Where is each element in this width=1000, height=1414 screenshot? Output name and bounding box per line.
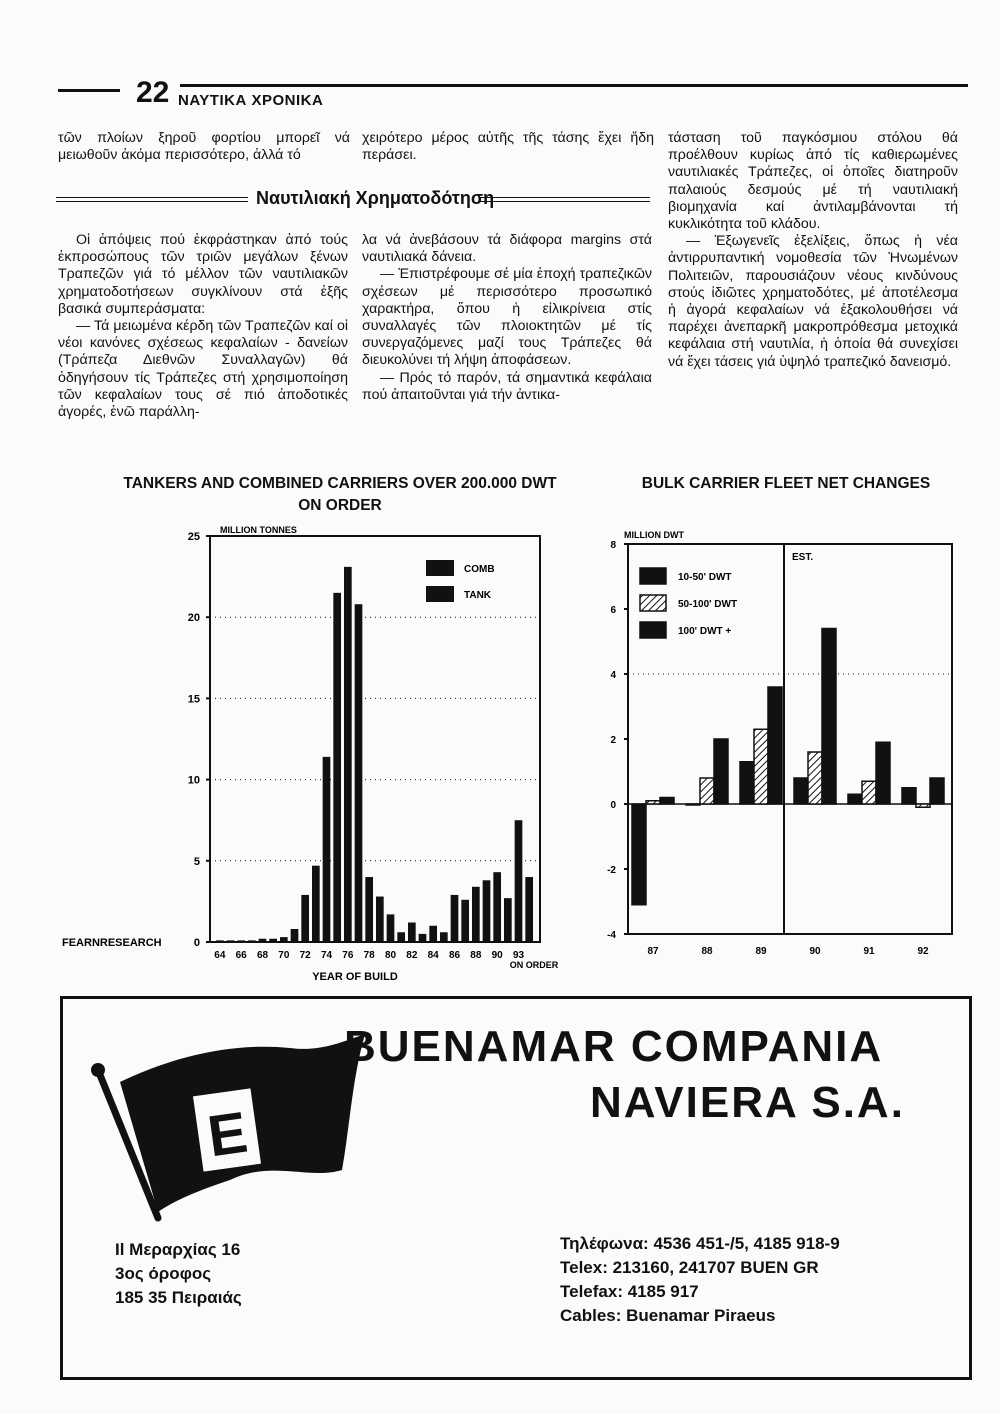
chart2-y-tick-label: 0 <box>610 800 616 811</box>
chart1-bar <box>397 932 405 942</box>
chart1-y-tick-label: 15 <box>187 693 200 706</box>
chart2-bar <box>754 729 768 804</box>
company-name-line2: NAVIERA S.A. <box>590 1078 905 1127</box>
chart1-bar <box>355 604 363 942</box>
chart1-x-tick-label: 88 <box>470 950 482 961</box>
chart1-legend-swatch <box>426 586 454 602</box>
chart1-legend-label: TANK <box>464 590 492 601</box>
col3-paragraph: τάσταση τοῦ παγκόσμιου στόλου θά προέλθουν κυρίως ἀπό τίς καθιερωμένες ναυτιλιακές Τράπεζες, οἱ ὁποῖες διατηροῦν παλαιούς δεσμούς μέ τή ναυτιλιακή βιομηχανία καί ἀντιλαμβάνονται τή κυκλικότητα τοῦ κλάδου. <box>668 130 958 233</box>
chart1-bar <box>248 940 256 942</box>
chart1-bar <box>525 877 533 942</box>
chart2-x-tick-label: 91 <box>863 946 875 957</box>
chart2 <box>590 520 970 970</box>
address-line: 3ος όροφος <box>115 1264 212 1283</box>
chart1-x-tick-label: 68 <box>256 950 269 961</box>
chart2-legend-swatch <box>640 622 666 638</box>
column-2 <box>362 232 652 404</box>
chart1-y-tick-label: 5 <box>193 855 200 868</box>
chart1-bar <box>504 898 512 942</box>
header-rule-left <box>58 89 120 92</box>
chart2-y-tick-label: 8 <box>610 540 616 551</box>
page-number: 22 <box>136 76 170 109</box>
chart2-legend-swatch <box>640 568 666 584</box>
chart1-title <box>70 473 610 517</box>
chart1-y-tick-label: 20 <box>187 612 200 625</box>
chart1-y-axis-label: MILLION TONNES <box>220 525 297 535</box>
chart1-x-tick-label: 86 <box>448 950 461 961</box>
chart2-plot-frame <box>628 544 952 934</box>
chart1-bar <box>323 757 331 942</box>
chart1-y-tick-label: 25 <box>187 531 200 543</box>
chart2-legend-swatch <box>640 595 666 611</box>
chart1-title-line1: TANKERS AND COMBINED CARRIERS OVER 200.000 DWT <box>123 475 557 492</box>
chart2-bar <box>930 778 944 804</box>
chart1-bar <box>440 932 448 942</box>
chart1-bar <box>451 895 459 942</box>
chart2-bar <box>740 762 754 804</box>
chart1-bar <box>515 820 523 942</box>
col2-top-text: χειρότερο μέρος αὐτῆς τῆς τάσης ἔχει ἤδη περάσει. <box>362 130 654 164</box>
chart2-x-tick-label: 87 <box>647 946 659 957</box>
company-address <box>115 1238 242 1310</box>
flag-logo <box>80 1030 370 1230</box>
flag-letter: E <box>203 1099 252 1170</box>
chart1-x-axis-label: YEAR OF BUILD <box>312 971 398 983</box>
chart2-y-tick-label: 4 <box>610 670 616 681</box>
chart2-bar <box>862 781 876 804</box>
chart1-title-line2: ON ORDER <box>298 497 382 514</box>
chart2-x-tick-label: 90 <box>809 946 821 957</box>
chart1-bar <box>429 926 437 942</box>
chart1-legend-label: COMB <box>464 564 495 575</box>
chart1-bar <box>216 940 224 942</box>
chart1-bar <box>419 934 427 942</box>
chart1-bar <box>461 900 469 942</box>
col3-paragraph: — Ἐξωγενεῖς ἐξελίξεις, ὅπως ἡ νέα ἀντιρρυπαντική νομοθεσία τῶν Ἡνωμένων Πολιτειῶν, παρουσιάζουν νέους κινδύνους στούς ἰδιῶτες χρηματοδότες, μέ ἀποτέλεσμα ἡ ἀγορά κεφαλαίων νά ἐξακολουθήσει νά παρέχει ἀνεπαρκῆ μακροπρόθεσμα μετοχικά κεφάλαια στή ναυτιλία, ἡ ὁποία θά συνεχίσει νά ἔχει τάσεις γιά ὑψηλό τραπεζικό δανεισμό. <box>668 233 958 370</box>
chart2-y-axis-label: MILLION DWT <box>624 530 684 540</box>
col1-top-text: τῶν πλοίων ξηροῦ φορτίου μπορεῖ νά μειωθοῦν ἀκόμα περισσότερο, ἀλλά τό <box>58 130 350 164</box>
chart1-bar <box>227 940 235 942</box>
phone-line: Τηλέφωνα: 4536 451-/5, 4185 918-9 <box>560 1234 840 1253</box>
chart1-source-label: FEARNRESEARCH <box>62 937 162 949</box>
heading-rule-left <box>56 197 248 202</box>
chart1-bar <box>291 929 299 942</box>
chart1-bar <box>376 897 384 942</box>
chart1-legend-swatch <box>426 560 454 576</box>
chart1-x-tick-label: 74 <box>320 950 333 961</box>
chart2-y-tick-label: -4 <box>607 930 616 941</box>
chart2-bar <box>632 804 646 905</box>
section-title: Ναυτιλιακή Χρηματοδότηση <box>256 188 495 208</box>
chart2-x-tick-label: 88 <box>701 946 713 957</box>
chart1-bar <box>237 940 245 942</box>
publication-title: ΝΑΥΤΙΚΑ ΧΡΟΝΙΚΑ <box>178 92 324 109</box>
col1-paragraph: — Τά μειωμένα κέρδη τῶν Τραπεζῶν καί οἱ νέοι κανόνες σχέσεως κεφαλαίων - δανείων (Τράπεζα Διεθνῶν Συναλλαγῶν) θά ὁδηγήσουν τίς Τράπεζες στή χρησιμοποίηση τῶν κεφαλαίων τους σέ πιό ἀποδοτικές ἀγορές, ἐνῶ παράλλη- <box>58 318 348 421</box>
chart1-y-tick-label: 10 <box>187 774 200 787</box>
chart1-x-tick-label: 84 <box>427 950 439 961</box>
address-line: 185 35 Πειραιάς <box>115 1288 242 1307</box>
chart1-bar <box>280 937 288 942</box>
chart1-bar <box>344 567 352 942</box>
chart1-x-tick-suffix: ON ORDER <box>509 960 559 970</box>
chart1-bar <box>333 593 341 942</box>
chart2-legend-label: 100' DWT + <box>678 626 732 637</box>
chart2-x-tick-label: 92 <box>917 946 929 957</box>
chart2-bar <box>794 778 808 804</box>
chart2-bar <box>876 742 890 804</box>
chart1-bar <box>259 939 267 942</box>
chart2-bar <box>768 687 782 804</box>
chart1-x-tick-label: 72 <box>299 950 311 961</box>
chart2-legend-label: 50-100' DWT <box>678 599 738 610</box>
chart1-x-tick-label: 66 <box>235 950 247 961</box>
chart2-bar <box>660 798 674 805</box>
col1-paragraph: Οἱ ἀπόψεις πού ἐκφράστηκαν ἀπό τούς ἐκπροσώπους τῶν τριῶν μεγάλων ξένων Τραπεζῶν γιά τό μέλλον τῶν ναυτιλιακῶν χρηματοδοτήσεων συγκλίνουν στά ἑξῆς βασικά συμπεράσματα: <box>58 232 348 317</box>
chart1-bar <box>472 887 480 942</box>
chart2-bar <box>902 788 916 804</box>
chart2-est-label: EST. <box>792 552 814 563</box>
chart2-bar <box>700 778 714 804</box>
chart1-bar <box>269 939 277 942</box>
section-heading <box>56 188 650 214</box>
col2-paragraph: — Ἐπιστρέφουμε σέ μία ἐποχή τραπεζικῶν σχέσεων μέ περισσότερο προσωπικό χαρακτήρα, ὅπου ἡ εἰλικρίνεια στίς συναλλαγές τῶν πλοιοκτητῶν μέ τίς συνεργαζόμενες μαζί τους Τράπεζες θά διευκολύνει τή λήψη ἀποφάσεων. <box>362 266 652 369</box>
chart2-bar <box>916 804 930 807</box>
heading-rule-right <box>480 197 650 202</box>
chart1-bar <box>493 872 501 942</box>
company-contacts <box>560 1232 840 1328</box>
col2-paragraph: λα νά ἀνεβάσουν τά διάφορα margins στά ναυτιλιακά δάνεια. <box>362 232 652 266</box>
cables-line: Cables: Buenamar Piraeus <box>560 1306 776 1325</box>
chart1 <box>50 520 580 990</box>
chart2-y-tick-label: 6 <box>610 605 616 616</box>
company-name-line1: BUENAMAR COMPANIA <box>344 1022 884 1071</box>
chart1-y-tick-label: 0 <box>193 937 200 949</box>
header-rule-right <box>180 84 968 87</box>
chart1-x-tick-label: 93 <box>512 950 525 961</box>
chart1-x-tick-label: 78 <box>363 950 375 961</box>
chart2-bar <box>714 739 728 804</box>
chart1-bar <box>365 877 373 942</box>
chart1-x-tick-label: 80 <box>384 950 397 961</box>
col2-paragraph: — Πρός τό παρόν, τά σημαντικά κεφάλαια πού ἀπαιτοῦνται γιά τήν ἀντικα- <box>362 369 652 403</box>
chart1-x-tick-label: 82 <box>406 950 418 961</box>
chart2-bar <box>848 794 862 804</box>
chart2-y-tick-label: -2 <box>607 865 616 876</box>
telefax-line: Telefax: 4185 917 <box>560 1282 699 1301</box>
column-3 <box>668 130 958 371</box>
chart2-x-tick-label: 89 <box>755 946 767 957</box>
chart2-title: BULK CARRIER FLEET NET CHANGES <box>641 475 931 492</box>
chart2-bar <box>686 804 700 805</box>
chart2-bar <box>808 752 822 804</box>
chart1-bar <box>387 914 395 942</box>
chart2-bar <box>646 801 660 804</box>
chart1-x-tick-label: 76 <box>342 950 354 961</box>
chart1-bar <box>312 866 320 942</box>
chart1-bar <box>408 923 416 942</box>
chart1-x-tick-label: 90 <box>491 950 503 961</box>
chart1-bar <box>483 880 491 942</box>
telex-line: Telex: 213160, 241707 BUEN GR <box>560 1258 819 1277</box>
chart2-y-tick-label: 2 <box>610 735 616 746</box>
column-1 <box>58 232 348 421</box>
chart2-bar <box>822 629 836 805</box>
chart2-legend-label: 10-50' DWT <box>678 572 732 583</box>
chart1-x-tick-label: 70 <box>278 950 290 961</box>
chart1-bar <box>301 895 309 942</box>
address-line: Il Μεραρχίας 16 <box>115 1240 241 1259</box>
chart1-x-tick-label: 64 <box>214 950 226 961</box>
